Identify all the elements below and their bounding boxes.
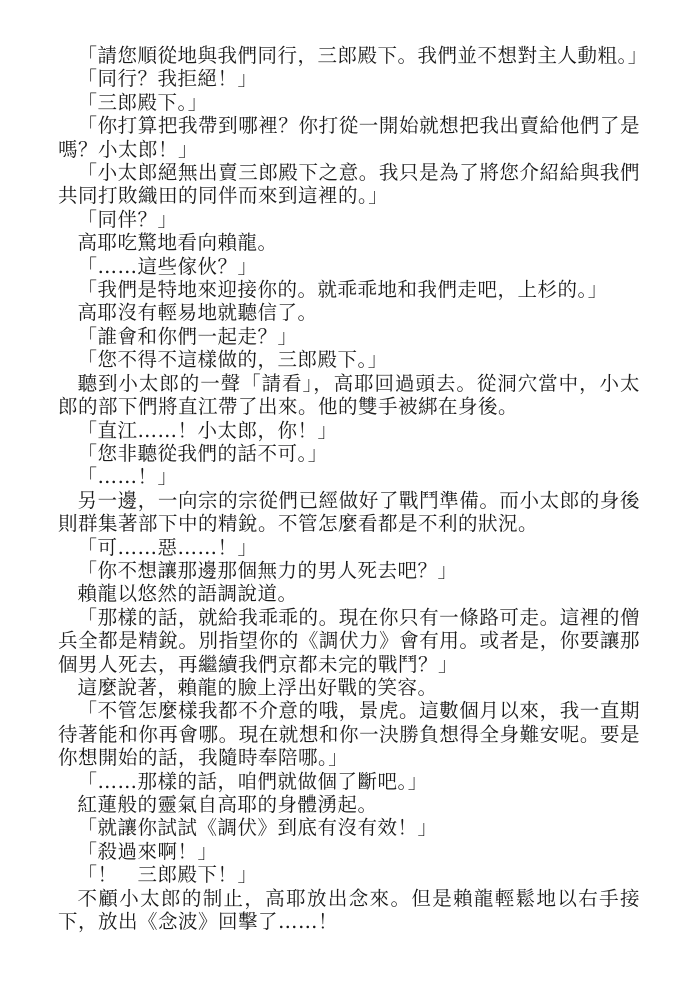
paragraph: 這麼說著，賴龍的臉上浮出好戰的笑容。 bbox=[77, 675, 438, 699]
paragraph: 高耶沒有輕易地就聽信了。 bbox=[77, 301, 318, 325]
paragraph: 「！ 三郎殿下！」 bbox=[77, 863, 258, 887]
paragraph: 「……那樣的話，咱們就做個了斷吧。」 bbox=[77, 769, 428, 793]
paragraph: 「同行？我拒絕！」 bbox=[77, 67, 258, 91]
paragraph: 「小太郎絕無出賣三郎殿下之意。我只是為了將您介紹給與我們共同打敗織田的同伴而來到這裡的。」 bbox=[58, 161, 640, 208]
paragraph: 「你不想讓那邊那個無力的男人死去吧？」 bbox=[77, 558, 458, 582]
paragraph: 「您不得不這樣做的，三郎殿下。」 bbox=[77, 348, 388, 372]
paragraph: 「……！」 bbox=[77, 465, 178, 489]
paragraph: 「殺過來啊！」 bbox=[77, 839, 218, 863]
paragraph: 「同伴？」 bbox=[77, 207, 178, 231]
document-page bbox=[58, 44, 648, 934]
paragraph: 「三郎殿下。」 bbox=[77, 90, 208, 114]
paragraph: 高耶吃驚地看向賴龍。 bbox=[77, 231, 278, 255]
paragraph: 「可……惡……！」 bbox=[77, 535, 258, 559]
paragraph: 「您非聽從我們的話不可。」 bbox=[77, 441, 328, 465]
paragraph: 「就讓你試試《調伏》到底有沒有效！」 bbox=[77, 816, 438, 840]
paragraph: 「那樣的話，就給我乖乖的。現在你只有一條路可走。這裡的僧兵全都是精銳。別指望你的《調伏力》會有用。或者是，你要讓那個男人死去，再繼續我們京都未完的戰鬥？」 bbox=[58, 605, 640, 676]
paragraph: 「誰會和你們一起走？」 bbox=[77, 324, 298, 348]
paragraph: 「請您順從地與我們同行，三郎殿下。我們並不想對主人動粗。」 bbox=[77, 44, 648, 67]
paragraph: 紅蓮般的靈氣自高耶的身體湧起。 bbox=[77, 793, 378, 816]
paragraph: 「……這些傢伙？」 bbox=[77, 254, 258, 278]
paragraph: 「我們是特地來迎接你的。就乖乖地和我們走吧，上杉的。」 bbox=[77, 278, 608, 302]
paragraph: 不顧小太郎的制止，高耶放出念來。但是賴龍輕鬆地以右手接下，放出《念波》回擊了……！ bbox=[58, 886, 640, 934]
paragraph: 「你打算把我帶到哪裡？你打從一開始就想把我出賣給他們了是嗎？小太郎！」 bbox=[58, 114, 640, 161]
paragraph: 聽到小太郎的一聲「請看」，高耶回過頭去。從洞穴當中，小太郎的部下們將直江帶了出來。他的雙手被綁在身後。 bbox=[58, 371, 640, 419]
paragraph: 「直江……！小太郎，你！」 bbox=[77, 418, 338, 442]
paragraph: 賴龍以悠然的語調說道。 bbox=[77, 582, 298, 606]
paragraph: 「不管怎麼樣我都不介意的哦，景虎。這數個月以來，我一直期待著能和你再會哪。現在就想和你一決勝負想得全身難安呢。要是你想開始的話，我隨時奉陪哪。」 bbox=[58, 699, 640, 770]
paragraph: 另一邊，一向宗的宗從們已經做好了戰鬥準備。而小太郎的身後則群集著部下中的精銳。不管怎麼看都是不利的狀況。 bbox=[58, 488, 640, 536]
